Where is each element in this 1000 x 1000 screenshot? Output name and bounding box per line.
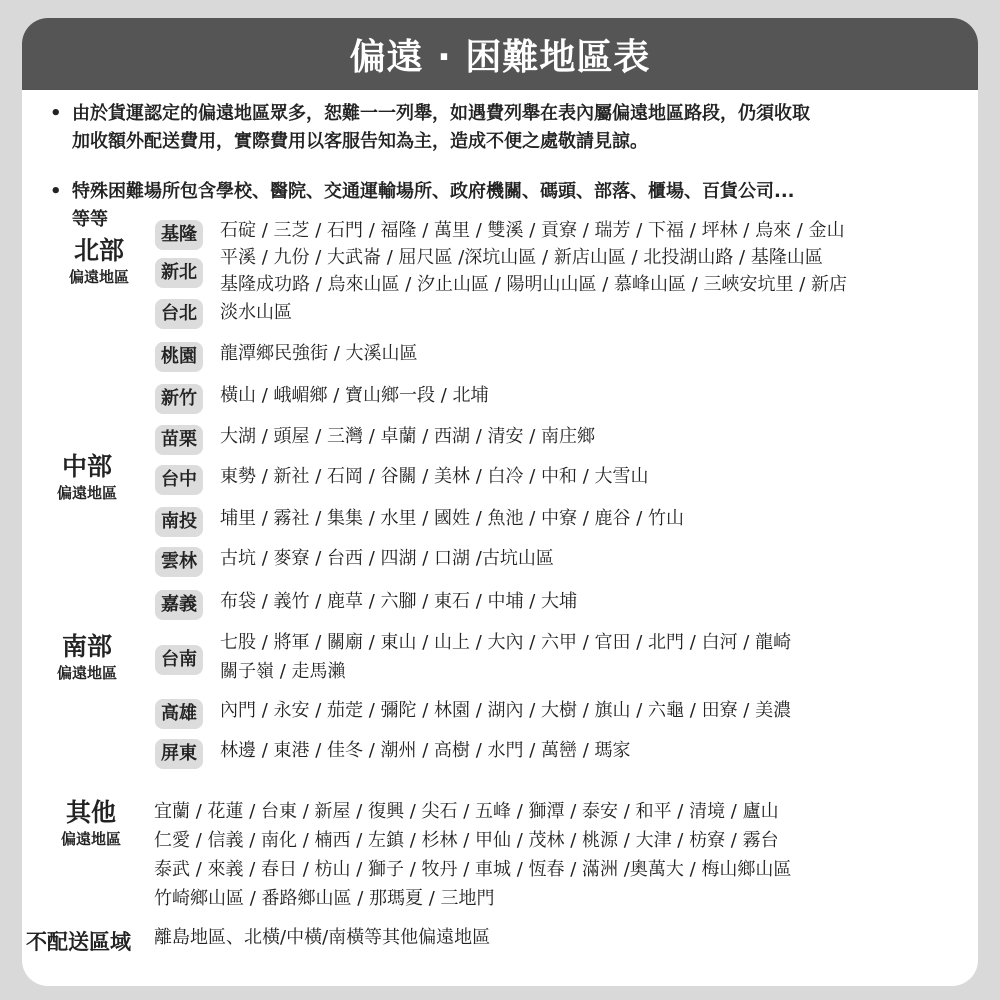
region-subtitle: 偏遠地區 [68, 268, 129, 286]
header-bar [22, 18, 978, 90]
note-2: • 特殊困難場所包含學校、醫院、交通運輸場所、政府機關、碼頭、部落、櫃場、百貨公司... [72, 178, 795, 206]
region-title: 其他 [65, 798, 116, 827]
area-list: 內門 / 永安 / 茄萣 / 彌陀 / 林園 / 湖內 / 大樹 / 旗山 / 六龜 / 田寮 / 美濃 [220, 700, 792, 721]
area-list: 石碇 / 三芝 / 石門 / 福隆 / 萬里 / 雙溪 / 貢寮 / 瑞芳 / 下福 / 坪林 / 烏來 / 金山 [220, 220, 845, 241]
area-list: 布袋 / 義竹 / 鹿草 / 六腳 / 東石 / 中埔 / 大埔 [220, 591, 578, 612]
region-central [32, 452, 142, 503]
no-delivery-label: 不配送區域 [26, 930, 131, 954]
area-list: 基隆成功路 / 烏來山區 / 汐止山區 / 陽明山山區 / 慕峰山區 / 三峽安坑里 / 新店 [220, 274, 848, 295]
county-badge: 新竹 [155, 384, 203, 414]
county-badge: 苗栗 [155, 425, 203, 455]
region-title: 北部 [73, 236, 124, 265]
county-badge: 台南 [155, 645, 203, 675]
region-subtitle: 偏遠地區 [60, 830, 121, 848]
area-list: 龍潭鄉民強街 / 大溪山區 [220, 343, 418, 364]
county-badge: 高雄 [155, 699, 203, 729]
area-list: 宜蘭 / 花蓮 / 台東 / 新屋 / 復興 / 尖石 / 五峰 / 獅潭 / 泰安 / 和平 / 清境 / 廬山 [154, 801, 779, 822]
county-badge: 嘉義 [155, 590, 203, 620]
note-1: • 由於貨運認定的偏遠地區眾多，恕難一一列舉，如遇費列舉在表內屬偏遠地區路段，仍須收取 [72, 100, 810, 128]
region-north [44, 236, 154, 287]
county-badge: 基隆 [155, 220, 203, 250]
county-badge: 屏東 [155, 739, 203, 769]
note-2-cont: 等等 [72, 209, 108, 230]
area-list: 林邊 / 東港 / 佳冬 / 潮州 / 高樹 / 水門 / 萬巒 / 瑪家 [220, 740, 631, 761]
county-badge: 台北 [155, 299, 203, 329]
area-list: 埔里 / 霧社 / 集集 / 水里 / 國姓 / 魚池 / 中寮 / 鹿谷 / 竹山 [220, 508, 685, 529]
county-badge: 新北 [155, 258, 203, 288]
area-list: 橫山 / 峨嵋鄉 / 寶山鄉一段 / 北埔 [220, 385, 489, 406]
region-subtitle: 偏遠地區 [56, 664, 117, 682]
area-list: 關子嶺 / 走馬瀨 [220, 661, 346, 682]
region-other [36, 798, 146, 849]
area-list: 東勢 / 新社 / 石岡 / 谷關 / 美林 / 白冷 / 中和 / 大雪山 [220, 466, 649, 487]
note-1-cont: 加收額外配送費用，實際費用以客服告知為主，造成不便之處敬請見諒。 [72, 131, 648, 152]
area-list: 泰武 / 來義 / 春日 / 枋山 / 獅子 / 牧丹 / 車城 / 恆春 / 滿洲 /奧萬大 / 梅山鄉山區 [154, 859, 792, 880]
region-south [32, 632, 142, 683]
area-list: 淡水山區 [220, 302, 292, 323]
area-list: 古坑 / 麥寮 / 台西 / 四湖 / 口湖 /古坑山區 [220, 548, 554, 569]
region-title: 中部 [61, 452, 112, 481]
region-subtitle: 偏遠地區 [56, 484, 117, 502]
county-badge: 台中 [155, 465, 203, 495]
area-list: 七股 / 將軍 / 關廟 / 東山 / 山上 / 大內 / 六甲 / 官田 / 北門 / 白河 / 龍崎 [220, 632, 792, 653]
page-title: 偏遠 · 困難地區表 [349, 36, 651, 78]
area-list: 仁愛 / 信義 / 南化 / 楠西 / 左鎮 / 杉林 / 甲仙 / 茂林 / 桃源 / 大津 / 枋寮 / 霧台 [154, 830, 779, 851]
county-badge: 南投 [155, 507, 203, 537]
county-badge: 桃園 [155, 342, 203, 372]
area-list: 竹崎鄉山區 / 番路鄉山區 / 那瑪夏 / 三地門 [154, 888, 495, 909]
area-list: 大湖 / 頭屋 / 三灣 / 卓蘭 / 西湖 / 清安 / 南庄鄉 [220, 426, 596, 447]
area-list: 平溪 / 九份 / 大武崙 / 屈尺區 /深坑山區 / 新店山區 / 北投湖山路 / 基隆山區 [220, 247, 823, 268]
county-badge: 雲林 [155, 547, 203, 577]
region-title: 南部 [61, 632, 112, 661]
remote-area-card [22, 18, 978, 986]
no-delivery-areas: 離島地區、北橫/中橫/南橫等其他偏遠地區 [154, 927, 491, 948]
